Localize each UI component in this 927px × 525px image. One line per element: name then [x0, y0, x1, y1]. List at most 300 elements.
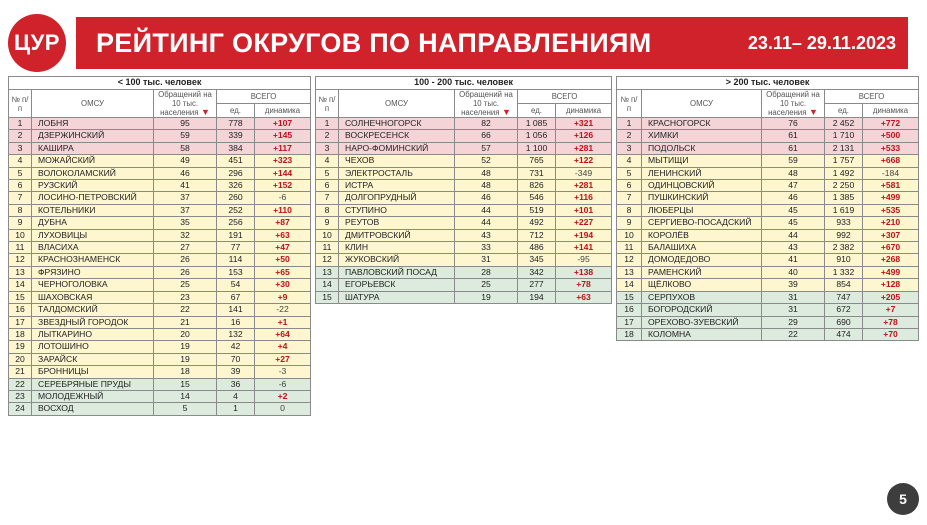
row-units: 2 452	[825, 118, 863, 130]
rating-table-large	[616, 76, 919, 341]
table-row	[9, 254, 311, 266]
row-units: 1 619	[825, 204, 863, 216]
row-units: 486	[518, 242, 556, 254]
row-omsu-name: ТАЛДОМСКИЙ	[32, 304, 154, 316]
row-omsu-name: ЛУХОВИЦЫ	[32, 229, 154, 241]
row-omsu-name: РЕУТОВ	[339, 217, 455, 229]
row-units: 256	[217, 217, 255, 229]
row-dynamics: +323	[255, 155, 311, 167]
row-omsu-name: НАРО-ФОМИНСКИЙ	[339, 142, 455, 154]
table-row	[617, 204, 919, 216]
row-omsu-name: ФРЯЗИНО	[32, 266, 154, 278]
row-dynamics: +281	[556, 180, 612, 192]
row-omsu-name: ЧЕХОВ	[339, 155, 455, 167]
table-row	[617, 192, 919, 204]
row-omsu-name: ПУШКИНСКИЙ	[642, 192, 762, 204]
row-omsu-name: ЗАРАЙСК	[32, 353, 154, 365]
header-total: ВСЕГО	[217, 90, 311, 104]
row-units: 345	[518, 254, 556, 266]
row-per10k: 33	[455, 242, 518, 254]
row-units: 826	[518, 180, 556, 192]
row-dynamics: +138	[556, 266, 612, 278]
row-per10k: 95	[154, 118, 217, 130]
row-rank: 1	[9, 118, 32, 130]
table-row	[9, 217, 311, 229]
row-per10k: 26	[154, 266, 217, 278]
row-omsu-name: МОЛОДЕЖНЫЙ	[32, 390, 154, 402]
row-dynamics: 0	[255, 403, 311, 415]
row-dynamics: +141	[556, 242, 612, 254]
row-units: 194	[518, 291, 556, 303]
row-per10k: 58	[154, 142, 217, 154]
row-dynamics: +535	[863, 204, 919, 216]
row-omsu-name: МОЖАЙСКИЙ	[32, 155, 154, 167]
table-row	[617, 316, 919, 328]
row-rank: 8	[316, 204, 339, 216]
row-dynamics: +50	[255, 254, 311, 266]
row-units: 16	[217, 316, 255, 328]
row-omsu-name: ОРЕХОВО-ЗУЕВСКИЙ	[642, 316, 762, 328]
table-row	[9, 304, 311, 316]
row-units: 4	[217, 390, 255, 402]
row-per10k: 48	[455, 167, 518, 179]
row-per10k: 25	[154, 279, 217, 291]
row-per10k: 59	[154, 130, 217, 142]
row-rank: 12	[617, 254, 642, 266]
row-rank: 18	[617, 328, 642, 340]
row-units: 114	[217, 254, 255, 266]
table-row	[9, 291, 311, 303]
row-per10k: 41	[154, 180, 217, 192]
row-dynamics: +145	[255, 130, 311, 142]
row-dynamics: +101	[556, 204, 612, 216]
row-rank: 16	[617, 304, 642, 316]
table-row	[9, 142, 311, 154]
logo-text: ЦУР	[14, 30, 60, 55]
row-dynamics: +194	[556, 229, 612, 241]
table-row	[9, 180, 311, 192]
table-row	[9, 353, 311, 365]
row-rank: 18	[9, 328, 32, 340]
row-dynamics: +117	[255, 142, 311, 154]
row-rank: 6	[617, 180, 642, 192]
group-header-row	[316, 77, 612, 90]
row-omsu-name: ЛЕНИНСКИЙ	[642, 167, 762, 179]
row-per10k: 46	[154, 167, 217, 179]
row-dynamics: +7	[863, 304, 919, 316]
row-rank: 5	[617, 167, 642, 179]
row-units: 191	[217, 229, 255, 241]
row-dynamics: +4	[255, 341, 311, 353]
table-row	[316, 254, 612, 266]
table-row	[617, 328, 919, 340]
table-row	[316, 279, 612, 291]
row-rank: 13	[316, 266, 339, 278]
table-row	[316, 266, 612, 278]
row-rank: 12	[316, 254, 339, 266]
row-dynamics: +110	[255, 204, 311, 216]
table-row	[316, 217, 612, 229]
row-omsu-name: РАМЕНСКИЙ	[642, 266, 762, 278]
table-row	[617, 291, 919, 303]
row-units: 77	[217, 242, 255, 254]
row-rank: 20	[9, 353, 32, 365]
row-per10k: 19	[154, 341, 217, 353]
row-per10k: 23	[154, 291, 217, 303]
header-per10k-text: Обращений на 10 тыс. населения	[158, 90, 212, 117]
row-dynamics: +47	[255, 242, 311, 254]
row-dynamics: +70	[863, 328, 919, 340]
row-dynamics: -3	[255, 366, 311, 378]
row-omsu-name: ЛЮБЕРЦЫ	[642, 204, 762, 216]
row-per10k: 49	[154, 155, 217, 167]
page-title: РЕЙТИНГ ОКРУГОВ ПО НАПРАВЛЕНИЯМ	[96, 27, 652, 58]
row-omsu-name: ЭЛЕКТРОСТАЛЬ	[339, 167, 455, 179]
row-dynamics: +500	[863, 130, 919, 142]
row-rank: 17	[9, 316, 32, 328]
row-dynamics: +63	[556, 291, 612, 303]
row-units: 132	[217, 328, 255, 340]
row-units: 778	[217, 118, 255, 130]
row-rank: 15	[9, 291, 32, 303]
table-row	[316, 192, 612, 204]
row-rank: 3	[617, 142, 642, 154]
table-row	[617, 279, 919, 291]
title-banner	[76, 17, 908, 69]
row-dynamics: +2	[255, 390, 311, 402]
row-omsu-name: ШАТУРА	[339, 291, 455, 303]
row-omsu-name: ЕГОРЬЕВСК	[339, 279, 455, 291]
table-row	[316, 242, 612, 254]
row-per10k: 43	[455, 229, 518, 241]
table-row	[9, 341, 311, 353]
header-per10k-text: Обращений на 10 тыс. населения	[766, 90, 820, 117]
row-rank: 7	[316, 192, 339, 204]
sort-down-icon: ▼	[499, 107, 511, 117]
row-rank: 8	[9, 204, 32, 216]
row-dynamics: +499	[863, 266, 919, 278]
row-rank: 1	[316, 118, 339, 130]
header-total: ВСЕГО	[518, 90, 612, 104]
row-rank: 7	[9, 192, 32, 204]
column-header-row	[9, 90, 311, 104]
row-dynamics: +27	[255, 353, 311, 365]
row-rank: 1	[617, 118, 642, 130]
row-dynamics: +227	[556, 217, 612, 229]
group-label: < 100 тыс. человек	[9, 77, 311, 90]
row-per10k: 21	[154, 316, 217, 328]
row-rank: 19	[9, 341, 32, 353]
row-omsu-name: ПАВЛОВСКИЙ ПОСАД	[339, 266, 455, 278]
row-units: 474	[825, 328, 863, 340]
row-omsu-name: КАШИРА	[32, 142, 154, 154]
row-per10k: 66	[455, 130, 518, 142]
table-row	[316, 204, 612, 216]
row-per10k: 19	[154, 353, 217, 365]
row-units: 252	[217, 204, 255, 216]
row-omsu-name: ЗВЕЗДНЫЙ ГОРОДОК	[32, 316, 154, 328]
row-per10k: 29	[762, 316, 825, 328]
row-units: 451	[217, 155, 255, 167]
table-row	[316, 155, 612, 167]
row-units: 2 131	[825, 142, 863, 154]
table-row	[316, 130, 612, 142]
row-dynamics: +1	[255, 316, 311, 328]
row-dynamics: +210	[863, 217, 919, 229]
row-units: 67	[217, 291, 255, 303]
table-row	[617, 118, 919, 130]
group-label: 100 - 200 тыс. человек	[316, 77, 612, 90]
table-row	[9, 378, 311, 390]
row-omsu-name: ЩЁЛКОВО	[642, 279, 762, 291]
row-rank: 11	[617, 242, 642, 254]
table-row	[617, 180, 919, 192]
header-omsu: ОМСУ	[32, 90, 154, 118]
row-units: 1 100	[518, 142, 556, 154]
row-omsu-name: ВОСКРЕСЕНСК	[339, 130, 455, 142]
table-row	[316, 291, 612, 303]
row-rank: 9	[9, 217, 32, 229]
row-dynamics: +87	[255, 217, 311, 229]
row-units: 1 056	[518, 130, 556, 142]
row-rank: 2	[316, 130, 339, 142]
row-units: 36	[217, 378, 255, 390]
row-omsu-name: БРОННИЦЫ	[32, 366, 154, 378]
row-per10k: 61	[762, 142, 825, 154]
row-omsu-name: РУЗСКИЙ	[32, 180, 154, 192]
row-per10k: 35	[154, 217, 217, 229]
header-units: ед.	[518, 104, 556, 118]
row-omsu-name: ВОСХОД	[32, 403, 154, 415]
row-units: 342	[518, 266, 556, 278]
row-omsu-name: ВОЛОКОЛАМСКИЙ	[32, 167, 154, 179]
row-units: 141	[217, 304, 255, 316]
row-per10k: 15	[154, 378, 217, 390]
row-per10k: 20	[154, 328, 217, 340]
column-header-row	[617, 90, 919, 104]
row-units: 765	[518, 155, 556, 167]
row-dynamics: +63	[255, 229, 311, 241]
table-row	[9, 204, 311, 216]
row-units: 2 382	[825, 242, 863, 254]
table-row	[9, 118, 311, 130]
row-omsu-name: ДМИТРОВСКИЙ	[339, 229, 455, 241]
row-rank: 10	[617, 229, 642, 241]
row-per10k: 39	[762, 279, 825, 291]
row-units: 1 385	[825, 192, 863, 204]
header-omsu: ОМСУ	[642, 90, 762, 118]
row-units: 153	[217, 266, 255, 278]
row-units: 492	[518, 217, 556, 229]
row-rank: 11	[316, 242, 339, 254]
row-omsu-name: ДОЛГОПРУДНЫЙ	[339, 192, 455, 204]
table-row	[316, 142, 612, 154]
row-units: 1 492	[825, 167, 863, 179]
row-omsu-name: ШАХОВСКАЯ	[32, 291, 154, 303]
row-per10k: 59	[762, 155, 825, 167]
table-row	[9, 192, 311, 204]
header-per10k-text: Обращений на 10 тыс. населения	[459, 90, 513, 117]
row-rank: 13	[9, 266, 32, 278]
row-omsu-name: КОЛОМНА	[642, 328, 762, 340]
row-units: 339	[217, 130, 255, 142]
row-units: 326	[217, 180, 255, 192]
table-row	[9, 229, 311, 241]
row-rank: 5	[9, 167, 32, 179]
row-per10k: 41	[762, 254, 825, 266]
table-row	[617, 155, 919, 167]
header-units: ед.	[825, 104, 863, 118]
row-omsu-name: ЛОТОШИНО	[32, 341, 154, 353]
row-per10k: 61	[762, 130, 825, 142]
table-row	[617, 266, 919, 278]
row-dynamics: +307	[863, 229, 919, 241]
row-rank: 14	[9, 279, 32, 291]
header-num: № п/п	[316, 90, 339, 118]
row-units: 519	[518, 204, 556, 216]
row-rank: 24	[9, 403, 32, 415]
row-units: 2 250	[825, 180, 863, 192]
row-omsu-name: ДОМОДЕДОВО	[642, 254, 762, 266]
rating-table-medium	[315, 76, 612, 304]
rating-table-small	[8, 76, 311, 416]
row-per10k: 44	[455, 204, 518, 216]
row-dynamics: +128	[863, 279, 919, 291]
table-row	[617, 229, 919, 241]
row-per10k: 32	[154, 229, 217, 241]
row-rank: 14	[316, 279, 339, 291]
table-row	[316, 167, 612, 179]
row-units: 910	[825, 254, 863, 266]
row-units: 992	[825, 229, 863, 241]
row-rank: 6	[9, 180, 32, 192]
header-units: ед.	[217, 104, 255, 118]
table-row	[316, 229, 612, 241]
row-per10k: 48	[455, 180, 518, 192]
row-units: 1 757	[825, 155, 863, 167]
group-label: > 200 тыс. человек	[617, 77, 919, 90]
row-dynamics: +581	[863, 180, 919, 192]
row-omsu-name: ИСТРА	[339, 180, 455, 192]
row-per10k: 18	[154, 366, 217, 378]
table-row	[617, 142, 919, 154]
table-row	[617, 217, 919, 229]
row-rank: 16	[9, 304, 32, 316]
row-per10k: 5	[154, 403, 217, 415]
row-per10k: 19	[455, 291, 518, 303]
row-units: 54	[217, 279, 255, 291]
row-dynamics: +9	[255, 291, 311, 303]
row-rank: 6	[316, 180, 339, 192]
row-dynamics: +107	[255, 118, 311, 130]
row-units: 260	[217, 192, 255, 204]
row-rank: 5	[316, 167, 339, 179]
row-dynamics: +499	[863, 192, 919, 204]
row-per10k: 82	[455, 118, 518, 130]
row-rank: 11	[9, 242, 32, 254]
row-dynamics: -22	[255, 304, 311, 316]
row-rank: 10	[316, 229, 339, 241]
table-row	[316, 180, 612, 192]
row-units: 1 085	[518, 118, 556, 130]
row-dynamics: -349	[556, 167, 612, 179]
table-row	[9, 242, 311, 254]
row-per10k: 27	[154, 242, 217, 254]
row-dynamics: +281	[556, 142, 612, 154]
row-per10k: 28	[455, 266, 518, 278]
row-dynamics: -6	[255, 192, 311, 204]
row-rank: 15	[316, 291, 339, 303]
row-omsu-name: ВЛАСИХА	[32, 242, 154, 254]
row-omsu-name: БОГОРОДСКИЙ	[642, 304, 762, 316]
row-rank: 10	[9, 229, 32, 241]
row-units: 933	[825, 217, 863, 229]
row-units: 854	[825, 279, 863, 291]
row-rank: 4	[316, 155, 339, 167]
row-per10k: 31	[762, 291, 825, 303]
row-omsu-name: ЛОБНЯ	[32, 118, 154, 130]
row-rank: 13	[617, 266, 642, 278]
table-row	[9, 279, 311, 291]
page-number: 5	[899, 491, 907, 507]
row-dynamics: +122	[556, 155, 612, 167]
row-per10k: 31	[455, 254, 518, 266]
row-rank: 4	[617, 155, 642, 167]
row-omsu-name: СОЛНЕЧНОГОРСК	[339, 118, 455, 130]
row-omsu-name: ДУБНА	[32, 217, 154, 229]
table-row	[617, 304, 919, 316]
cur-logo	[8, 14, 66, 72]
row-dynamics: +65	[255, 266, 311, 278]
row-rank: 3	[9, 142, 32, 154]
row-per10k: 46	[455, 192, 518, 204]
row-rank: 21	[9, 366, 32, 378]
row-omsu-name: ОДИНЦОВСКИЙ	[642, 180, 762, 192]
row-dynamics: +533	[863, 142, 919, 154]
row-dynamics: +321	[556, 118, 612, 130]
row-per10k: 76	[762, 118, 825, 130]
row-dynamics: -184	[863, 167, 919, 179]
row-omsu-name: ДЗЕРЖИНСКИЙ	[32, 130, 154, 142]
row-dynamics: +205	[863, 291, 919, 303]
row-dynamics: +144	[255, 167, 311, 179]
row-units: 1 710	[825, 130, 863, 142]
row-omsu-name: ЧЕРНОГОЛОВКА	[32, 279, 154, 291]
row-omsu-name: ЛОСИНО-ПЕТРОВСКИЙ	[32, 192, 154, 204]
table-row	[617, 130, 919, 142]
row-units: 277	[518, 279, 556, 291]
row-per10k: 40	[762, 266, 825, 278]
table-row	[9, 316, 311, 328]
column-header-row	[316, 90, 612, 104]
row-omsu-name: ЛЫТКАРИНО	[32, 328, 154, 340]
row-per10k: 22	[154, 304, 217, 316]
row-omsu-name: КРАСНОЗНАМЕНСК	[32, 254, 154, 266]
row-per10k: 43	[762, 242, 825, 254]
row-units: 546	[518, 192, 556, 204]
row-rank: 15	[617, 291, 642, 303]
row-dynamics: +152	[255, 180, 311, 192]
group-header-row	[617, 77, 919, 90]
header-num: № п/п	[9, 90, 32, 118]
row-per10k: 45	[762, 204, 825, 216]
row-rank: 17	[617, 316, 642, 328]
row-dynamics: +670	[863, 242, 919, 254]
row-omsu-name: СЕРГИЕВО-ПОСАДСКИЙ	[642, 217, 762, 229]
row-omsu-name: КРАСНОГОРСК	[642, 118, 762, 130]
row-omsu-name: БАЛАШИХА	[642, 242, 762, 254]
row-omsu-name: СЕРЕБРЯНЫЕ ПРУДЫ	[32, 378, 154, 390]
